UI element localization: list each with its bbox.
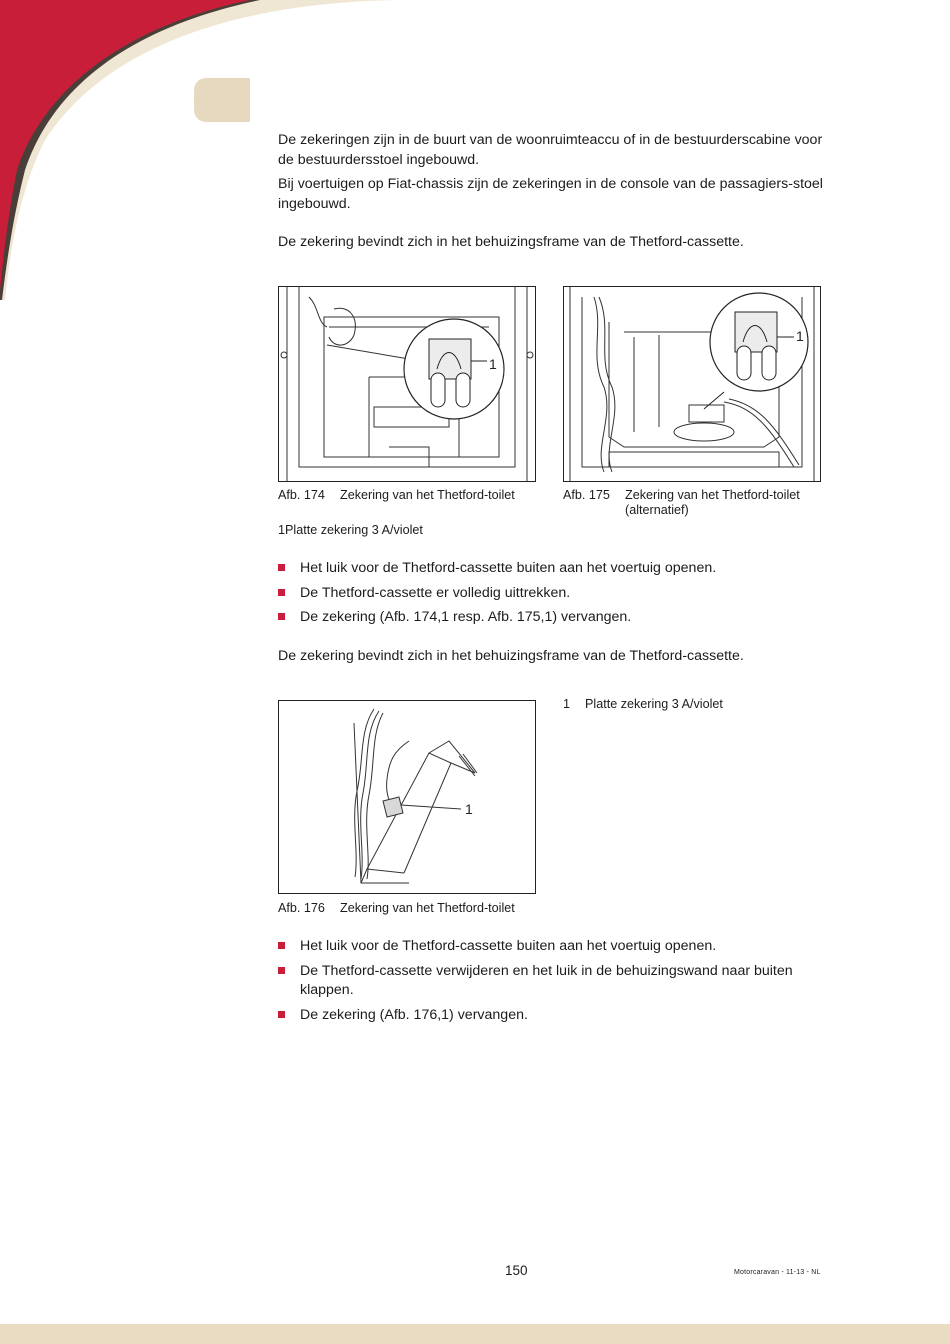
figure-174-image <box>278 286 536 482</box>
bottom-band <box>0 1324 950 1344</box>
bullet-icon <box>278 1011 285 1018</box>
figure-174-caption <box>278 488 534 504</box>
list-item: De Thetford-cassette er volledig uittrekken. <box>278 584 823 604</box>
figure-176-legend <box>563 697 823 713</box>
intro-paragraph-3: De zekering bevindt zich in het behuizingsframe van de Thetford-cassette. <box>278 234 744 250</box>
figure-174-callout: 1 <box>489 356 497 372</box>
bullet-icon <box>278 589 285 596</box>
intro-paragraph-2: Bij voertuigen op Fiat-chassis zijn de zekeringen in de console van de passagiers-stoel ingebouwd. <box>278 176 823 212</box>
figure-176-caption-text: Zekering van het Thetford-toilet <box>340 901 515 915</box>
figure-175-caption <box>563 488 823 520</box>
figure-176-caption <box>278 901 534 917</box>
legend-number: 1 <box>563 697 571 711</box>
page-number: 150 <box>505 1263 528 1278</box>
figure-175-callout: 1 <box>796 328 804 344</box>
bullet-icon <box>278 967 285 974</box>
list-item: Het luik voor de Thetford-cassette buiten aan het voertuig openen. <box>278 559 823 579</box>
figure-176-number: Afb. 176 <box>278 901 325 915</box>
footer-label: Motorcaravan - 11-13 - NL <box>734 1269 821 1276</box>
list-item: De Thetford-cassette verwijderen en het luik in de behuizingswand naar buiten klappen. <box>278 962 823 1001</box>
figure-176-callout: 1 <box>465 801 473 817</box>
bullet-icon <box>278 613 285 620</box>
figure-175-caption-text: Zekering van het Thetford-toilet (alternatief) <box>625 488 800 517</box>
steps-list-1 <box>278 559 823 628</box>
intro-paragraph-1: De zekeringen zijn in de buurt van de woonruimteaccu of in de bestuurderscabine voor de bestuurdersstoel ingebouwd. <box>278 132 823 168</box>
figure-174-caption-text: Zekering van het Thetford-toilet <box>340 488 515 502</box>
figure-175-number: Afb. 175 <box>563 488 610 502</box>
list-item: De zekering (Afb. 174,1 resp. Afb. 175,1) vervangen. <box>278 608 823 628</box>
section2-paragraph: De zekering bevindt zich in het behuizingsframe van de Thetford-cassette. <box>278 648 744 664</box>
chapter-tab <box>194 78 250 122</box>
list-item: Het luik voor de Thetford-cassette buiten aan het voertuig openen. <box>278 937 823 957</box>
steps-list-2 <box>278 937 823 1025</box>
list-item: De zekering (Afb. 176,1) vervangen. <box>278 1006 823 1026</box>
figure-174-number: Afb. 174 <box>278 488 325 502</box>
bullet-icon <box>278 942 285 949</box>
bullet-icon <box>278 564 285 571</box>
figure-176-image <box>278 700 536 894</box>
legend-text: Platte zekering 3 A/violet <box>585 697 723 711</box>
figure-174-legend: 1Platte zekering 3 A/violet <box>278 523 423 537</box>
figure-175-image <box>563 286 821 482</box>
